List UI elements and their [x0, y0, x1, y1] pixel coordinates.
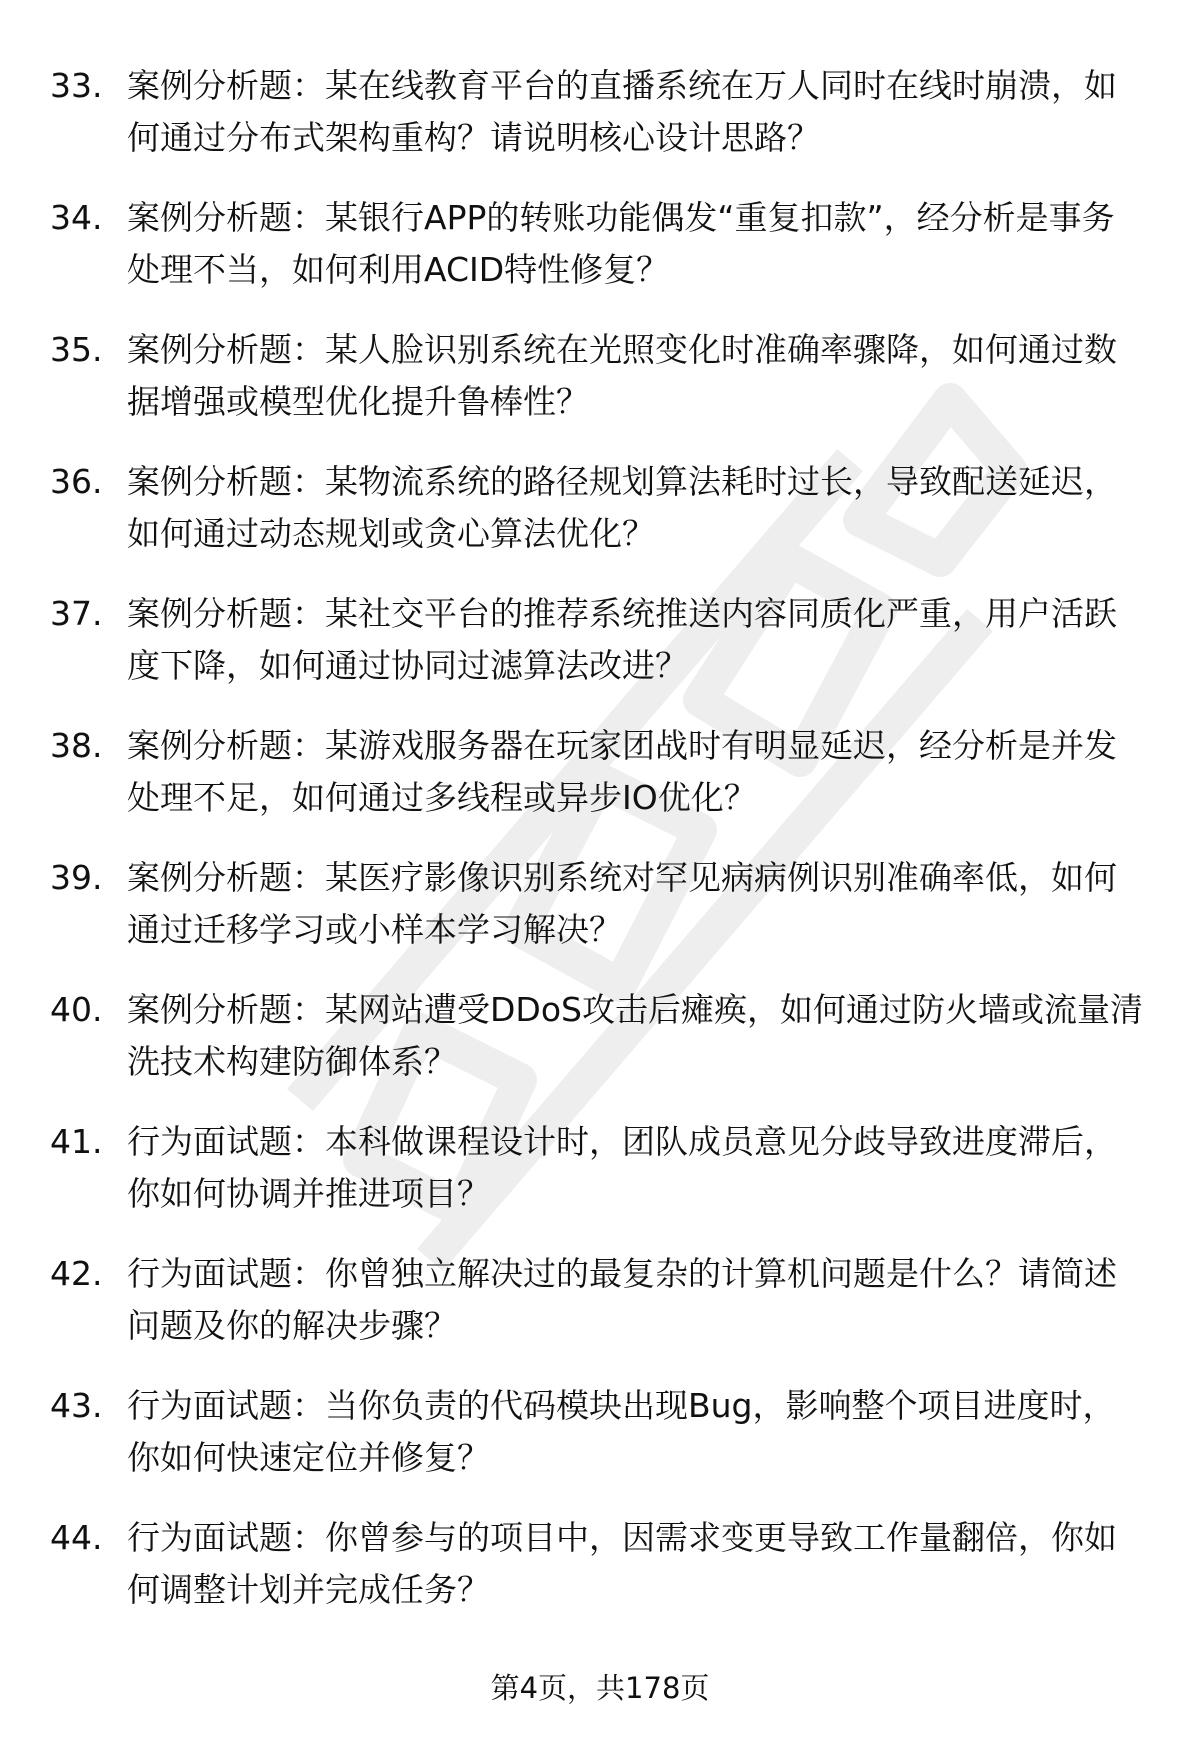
question-number: 35.: [50, 330, 103, 369]
question-item: [0, 324, 1200, 456]
question-number: 42.: [50, 1254, 103, 1293]
question-text: 案例分析题：某在线教育平台的直播系统在万人同时在线时崩溃，如何通过分布式架构重构？请说明核心设计思路？: [127, 66, 1117, 157]
question-text: 案例分析题：某人脸识别系统在光照变化时准确率骤降，如何通过数据增强或模型优化提升鲁棒性？: [127, 330, 1117, 421]
question-text: 案例分析题：某银行APP的转账功能偶发“重复扣款”，经分析是事务处理不当，如何利用ACID特性修复？: [127, 198, 1115, 289]
question-number: 38.: [50, 726, 103, 765]
question-number: 36.: [50, 462, 103, 501]
question-text: 行为面试题：你曾参与的项目中，因需求变更导致工作量翻倍，你如何调整计划并完成任务？: [127, 1518, 1117, 1609]
question-number: 33.: [50, 66, 103, 105]
page-footer: [0, 1668, 1200, 1708]
question-text: 行为面试题：当你负责的代码模块出现Bug，影响整个项目进度时，你如何快速定位并修复？: [127, 1386, 1116, 1477]
question-item: [0, 456, 1200, 588]
question-text: 案例分析题：某网站遭受DDoS攻击后瘫痪，如何通过防火墙或流量清洗技术构建防御体系？: [127, 990, 1143, 1081]
question-item: [0, 588, 1200, 720]
question-item: [0, 192, 1200, 324]
question-list: [0, 60, 1200, 1644]
question-text: 行为面试题：你曾独立解决过的最复杂的计算机问题是什么？请简述问题及你的解决步骤？: [127, 1254, 1117, 1345]
page-number-label: 第4页，共178页: [490, 1671, 710, 1705]
question-item: [0, 60, 1200, 192]
question-text: 案例分析题：某物流系统的路径规划算法耗时过长，导致配送延迟，如何通过动态规划或贪心算法优化？: [127, 462, 1117, 553]
question-number: 40.: [50, 990, 103, 1029]
question-number: 37.: [50, 594, 103, 633]
question-item: [0, 984, 1200, 1116]
question-item: [0, 1512, 1200, 1644]
question-text: 行为面试题：本科做课程设计时，团队成员意见分歧导致进度滞后，你如何协调并推进项目？: [127, 1122, 1117, 1213]
question-number: 39.: [50, 858, 103, 897]
question-text: 案例分析题：某游戏服务器在玩家团战时有明显延迟，经分析是并发处理不足，如何通过多线程或异步IO优化？: [127, 726, 1117, 817]
question-number: 41.: [50, 1122, 103, 1161]
question-text: 案例分析题：某社交平台的推荐系统推送内容同质化严重，用户活跃度下降，如何通过协同过滤算法改进？: [127, 594, 1117, 685]
question-item: [0, 720, 1200, 852]
question-number: 44.: [50, 1518, 103, 1557]
question-item: [0, 1248, 1200, 1380]
question-number: 34.: [50, 198, 103, 237]
question-item: [0, 1116, 1200, 1248]
question-item: [0, 852, 1200, 984]
question-text: 案例分析题：某医疗影像识别系统对罕见病病例识别准确率低，如何通过迁移学习或小样本学习解决？: [127, 858, 1117, 949]
question-item: [0, 1380, 1200, 1512]
question-number: 43.: [50, 1386, 103, 1425]
